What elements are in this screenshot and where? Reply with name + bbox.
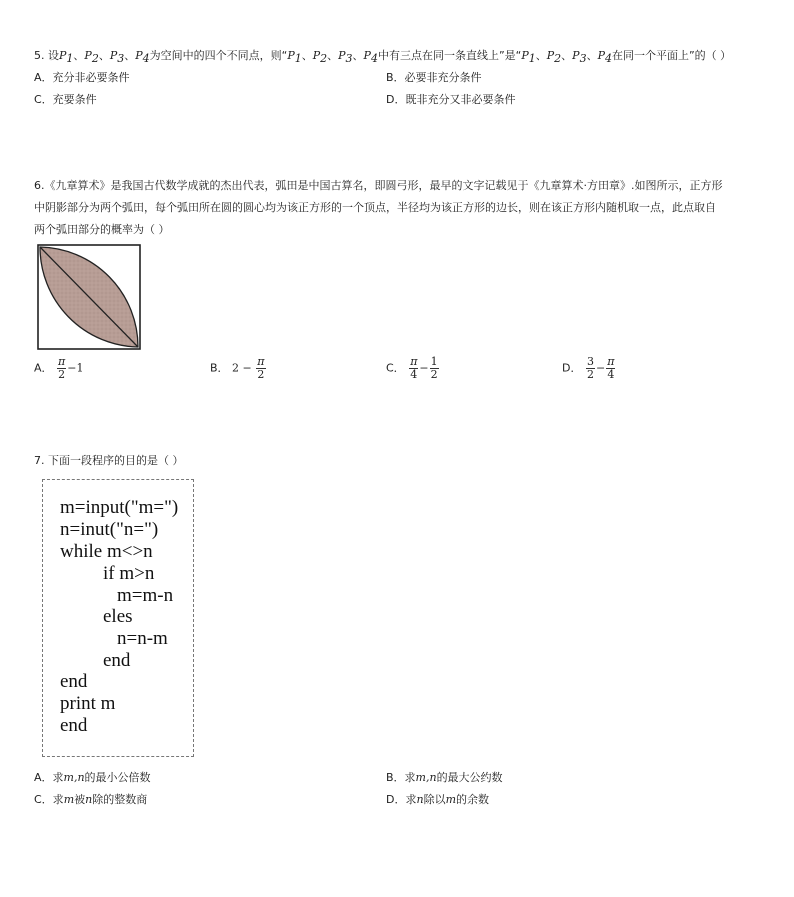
code-line: print m	[60, 693, 116, 714]
q6-option-d[interactable]: D． $\frac{3}{2}$ − $\frac{\pi}{4}$	[562, 355, 615, 381]
fraction: $\frac{\pi}{4}$	[607, 355, 615, 381]
code-line: end	[103, 650, 131, 671]
q6-stem-line1: 6.《九章算术》是我国古代数学成就的杰出代表，弧田是中国古算名，即圆弓形，最早的文字记载见于《九章算术·方田章》.如图所示，正方形	[34, 179, 723, 192]
code-line: m=input("m=")	[60, 497, 179, 518]
q7-option-d[interactable]: D．求n除以m的余数	[386, 793, 490, 806]
code-line: end	[60, 671, 88, 692]
code-line: n=n-m	[117, 628, 168, 649]
fraction: $\frac{3}{2}$	[586, 355, 594, 381]
arc-field-figure	[37, 244, 141, 350]
program-code-box	[42, 479, 194, 757]
q7-option-a[interactable]: A．求m,n的最小公倍数	[34, 771, 151, 784]
q6-option-c[interactable]: C． $\frac{\pi}{4}$ − $\frac{1}{2}$	[386, 355, 438, 381]
code-line: if m>n	[103, 563, 155, 584]
fraction: $\frac{\pi}{2}$	[257, 355, 265, 381]
code-line: while m<>n	[60, 541, 153, 562]
q7-option-b[interactable]: B．求m,n的最大公约数	[386, 771, 503, 784]
q7-option-c[interactable]: C．求m被n除的整数商	[34, 793, 148, 806]
fraction: $\frac{\pi}{2}$	[58, 355, 66, 381]
q7-stem: 7. 下面一段程序的目的是（ ）	[34, 454, 184, 467]
q6-option-b[interactable]: B． 2 − $\frac{\pi}{2}$	[210, 355, 265, 381]
code-line: m=m-n	[117, 585, 174, 606]
q6-option-a[interactable]: A． $\frac{\pi}{2}$ −1	[34, 355, 84, 381]
fraction: $\frac{1}{2}$	[430, 355, 438, 381]
q5-option-c[interactable]: C．充要条件	[34, 93, 97, 106]
code-line: end	[60, 715, 88, 736]
code-line: eles	[103, 606, 133, 627]
q5-stem: 5. 设$P_1$、$P_2$、$P_3$、$P_4$为空间中的四个不同点，则“$P_1$、$P_2$、$P_3$、$P_4$中有三点在同一条直线上”是“$P_1$、$P_2$、$P_3$、$P_4$在同一个平面上”的（ ）	[34, 49, 732, 66]
q6-stem-line3: 两个弧田部分的概率为（ ）	[34, 223, 170, 236]
code-line: n=inut("n=")	[60, 519, 159, 540]
q5-option-b[interactable]: B．必要非充分条件	[386, 71, 482, 84]
q6-stem-line2: 中阴影部分为两个弧田，每个弧田所在圆的圆心均为该正方形的一个顶点，半径均为该正方形的边长，则在该正方形内随机取一点，此点取自	[34, 201, 716, 214]
q5-option-a[interactable]: A．充分非必要条件	[34, 71, 130, 84]
fraction: $\frac{\pi}{4}$	[410, 355, 418, 381]
q5-option-d[interactable]: D．既非充分又非必要条件	[386, 93, 516, 106]
